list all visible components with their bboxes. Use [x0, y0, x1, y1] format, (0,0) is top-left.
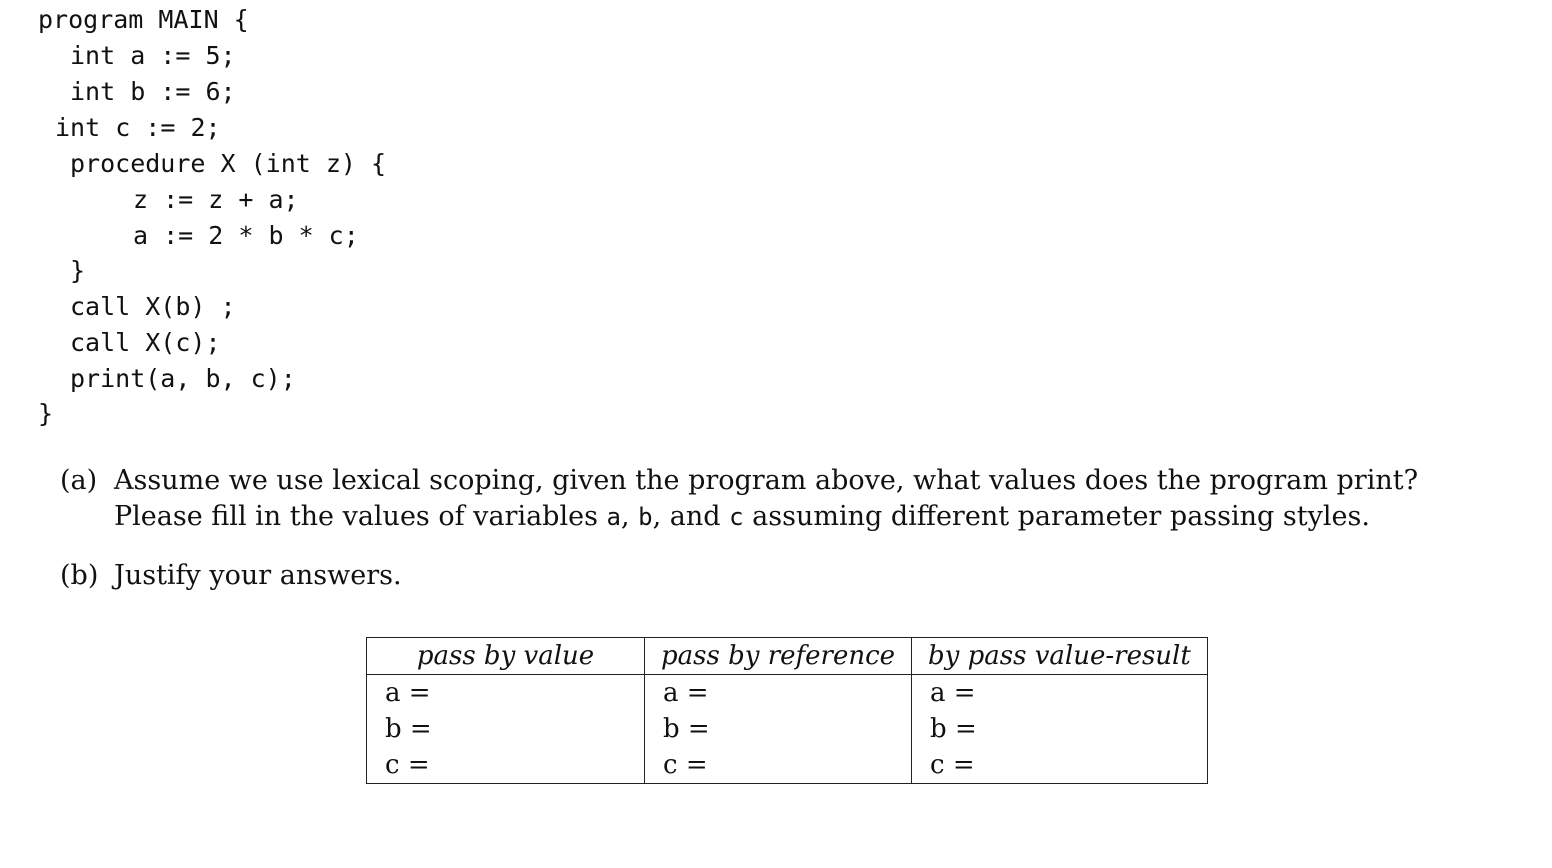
- answer-table: [366, 637, 1208, 784]
- table-row: [367, 711, 1208, 747]
- code-line: z := z + a;: [133, 185, 299, 214]
- question-text: [114, 463, 1454, 535]
- table-cell: b =: [645, 711, 912, 747]
- table-cell: c =: [367, 747, 645, 784]
- code-line: procedure X (int z) {: [70, 149, 387, 178]
- code-line: call X(c);: [70, 328, 221, 357]
- code-line: a := 2 * b * c;: [133, 221, 359, 250]
- variable-name: b: [638, 503, 653, 531]
- table-cell: a =: [367, 675, 645, 712]
- column-header-pass-by-value: pass by value: [367, 638, 645, 675]
- table-row: [367, 675, 1208, 712]
- table-row: [367, 747, 1208, 784]
- question-text-part: assuming different parameter passing styles.: [743, 501, 1370, 532]
- code-line: print(a, b, c);: [70, 364, 296, 393]
- code-line: int c := 2;: [55, 113, 221, 142]
- question-text: Justify your answers.: [114, 560, 402, 591]
- table-cell: c =: [912, 747, 1208, 784]
- code-line: }: [70, 256, 86, 285]
- table-cell: c =: [645, 747, 912, 784]
- table-header-row: [367, 638, 1208, 675]
- code-line: int a := 5;: [70, 41, 236, 70]
- table-cell: b =: [367, 711, 645, 747]
- variable-name: c: [729, 503, 744, 531]
- code-line: int b := 6;: [70, 77, 236, 106]
- variable-name: a: [606, 503, 621, 531]
- question-text-part: ,: [620, 501, 639, 532]
- question-text-part: Assume we use lexical scoping, given the program above, what values does the program print? Please fill in the values of variables: [114, 465, 1419, 532]
- question-label: (b): [60, 560, 99, 591]
- code-line: call X(b) ;: [70, 292, 236, 321]
- question-label: (a): [60, 465, 98, 496]
- table-cell: a =: [912, 675, 1208, 712]
- table-cell: b =: [912, 711, 1208, 747]
- table-cell: a =: [645, 675, 912, 712]
- code-line: program MAIN {: [38, 5, 249, 34]
- column-header-pass-by-reference: pass by reference: [645, 638, 912, 675]
- code-line: }: [38, 399, 54, 428]
- column-header-value-result: by pass value-result: [912, 638, 1208, 675]
- question-text-part: , and: [652, 501, 730, 532]
